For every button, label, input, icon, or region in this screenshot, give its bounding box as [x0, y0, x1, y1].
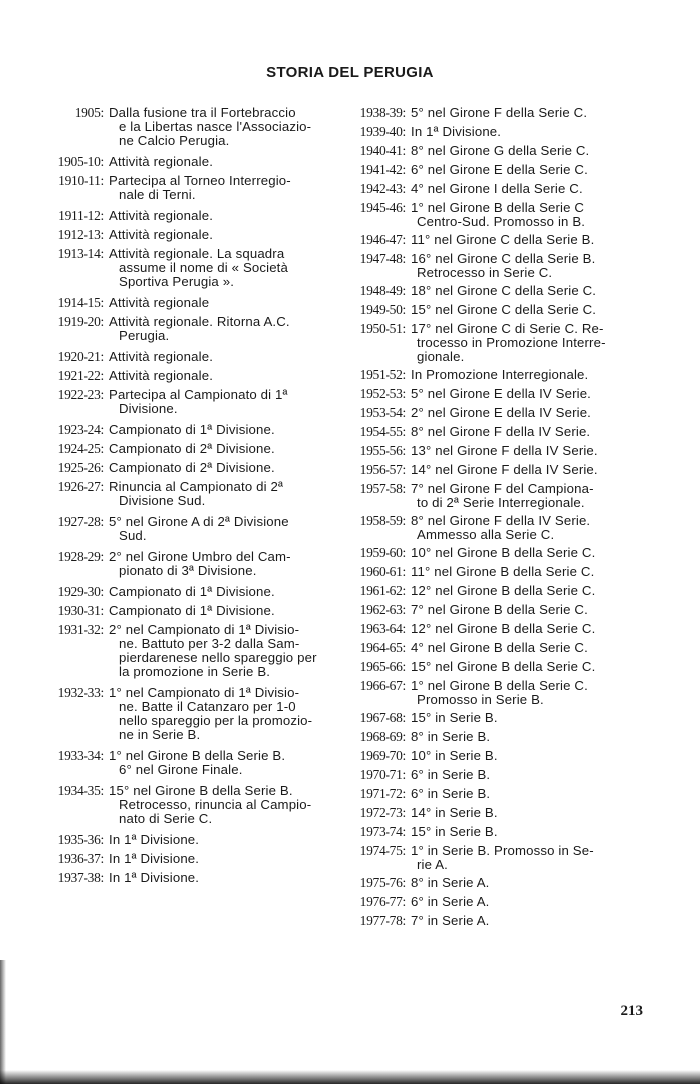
season-description	[406, 322, 652, 364]
season-entry	[40, 871, 340, 885]
description-line: la promozione in Serie B.	[119, 664, 271, 679]
description-line: 15° nel Girone C della Serie C.	[411, 302, 597, 317]
season-year: 1920-21:	[57, 349, 104, 364]
description-line: assume il nome di « Società	[119, 260, 288, 275]
description-line: rie A.	[417, 857, 448, 872]
season-description	[104, 480, 340, 508]
description-line: Divisione.	[119, 401, 178, 416]
description-line: pierdarenese nello spareggio per	[119, 650, 317, 665]
season-description	[104, 585, 340, 599]
description-line: Promosso in Serie B.	[417, 692, 544, 707]
season-entry	[40, 480, 340, 508]
season-entry	[40, 369, 340, 383]
description-line: Attività regionale. La squadra	[109, 246, 285, 261]
season-entry	[352, 444, 652, 458]
season-description	[406, 463, 652, 477]
season-description	[406, 603, 652, 617]
description-line: 8° nel Girone F della IV Serie.	[411, 424, 591, 439]
description-line: 8° in Serie B.	[411, 729, 491, 744]
season-entry	[352, 233, 652, 247]
season-entry	[352, 711, 652, 725]
season-entry	[352, 182, 652, 196]
season-entry	[40, 228, 340, 242]
season-description	[104, 388, 340, 416]
season-year: 1962-63:	[359, 602, 406, 617]
season-entry	[40, 585, 340, 599]
season-description	[406, 106, 652, 120]
season-year: 1965-66:	[359, 659, 406, 674]
description-line: Campionato di 2ª Divisione.	[109, 441, 275, 456]
season-description	[104, 350, 340, 364]
description-line: In 1ª Divisione.	[411, 124, 502, 139]
season-year: 1938-39:	[359, 105, 406, 120]
description-line: 6° in Serie B.	[411, 767, 491, 782]
description-line: Centro-Sud. Promosso in B.	[417, 214, 586, 229]
season-description	[406, 444, 652, 458]
season-description	[406, 284, 652, 298]
season-description	[406, 749, 652, 763]
season-year: 1964-65:	[359, 640, 406, 655]
season-entry	[40, 209, 340, 223]
season-description	[406, 233, 652, 247]
season-year: 1967-68:	[359, 710, 406, 725]
season-description	[406, 660, 652, 674]
season-year: 1925-26:	[57, 460, 104, 475]
season-entry	[40, 784, 340, 826]
description-line: Attività regionale.	[109, 154, 214, 169]
season-description	[104, 833, 340, 847]
description-line: Partecipa al Torneo Interregio-	[109, 173, 291, 188]
description-line: 17° nel Girone C di Serie C. Re-	[411, 321, 604, 336]
season-year: 1955-56:	[359, 443, 406, 458]
season-description	[406, 546, 652, 560]
description-line: Sud.	[119, 528, 147, 543]
season-year: 1926-27:	[57, 479, 104, 494]
season-description	[406, 825, 652, 839]
season-description	[104, 749, 340, 777]
description-line: 5° nel Girone E della IV Serie.	[411, 386, 591, 401]
description-line: 1° nel Campionato di 1ª Divisio-	[109, 685, 300, 700]
season-entry	[40, 442, 340, 456]
season-description	[104, 423, 340, 437]
season-year: 1921-22:	[57, 368, 104, 383]
season-year: 1941-42:	[359, 162, 406, 177]
description-line: 4° nel Girone I della Serie C.	[411, 181, 583, 196]
season-year: 1937-38:	[57, 870, 104, 885]
season-description	[406, 711, 652, 725]
season-year: 1910-11:	[58, 173, 104, 188]
season-entry	[40, 155, 340, 169]
description-line: 7° nel Girone B della Serie C.	[411, 602, 588, 617]
description-line: 1° nel Girone B della Serie C	[411, 200, 585, 215]
season-entry	[352, 322, 652, 364]
season-description	[406, 368, 652, 382]
season-year: 1963-64:	[359, 621, 406, 636]
season-description	[406, 768, 652, 782]
page-title: STORIA DEL PERUGIA	[266, 64, 434, 81]
season-description	[406, 787, 652, 801]
season-year: 1974-75:	[359, 843, 406, 858]
season-description	[104, 871, 340, 885]
season-description	[104, 174, 340, 202]
season-year: 1961-62:	[359, 583, 406, 598]
description-line: 16° nel Girone C della Serie B.	[411, 251, 596, 266]
description-line: 10° nel Girone B della Serie C.	[411, 545, 596, 560]
season-description	[406, 641, 652, 655]
season-description	[406, 514, 652, 542]
season-entry	[352, 895, 652, 909]
season-entry	[352, 641, 652, 655]
description-line: 11° nel Girone B della Serie C.	[411, 564, 595, 579]
description-line: 4° nel Girone B della Serie C.	[411, 640, 588, 655]
season-year: 1913-14:	[57, 246, 104, 261]
season-entry	[352, 876, 652, 890]
description-line: 7° in Serie A.	[411, 913, 490, 928]
season-year: 1942-43:	[359, 181, 406, 196]
season-year: 1950-51:	[359, 321, 406, 336]
description-line: Retrocesso, rinuncia al Campio-	[119, 797, 312, 812]
season-entry	[40, 833, 340, 847]
season-entry	[352, 144, 652, 158]
description-line: Sportiva Perugia ».	[119, 274, 235, 289]
description-line: 14° nel Girone F della IV Serie.	[411, 462, 598, 477]
season-description	[406, 182, 652, 196]
season-year: 1953-54:	[359, 405, 406, 420]
season-year: 1923-24:	[57, 422, 104, 437]
description-line: 13° nel Girone F della IV Serie.	[411, 443, 598, 458]
season-description	[104, 515, 340, 543]
description-line: Attività regionale. Ritorna A.C.	[109, 314, 290, 329]
season-entry	[40, 461, 340, 475]
season-year: 1939-40:	[359, 124, 406, 139]
description-line: Campionato di 1ª Divisione.	[109, 603, 275, 618]
season-description	[104, 296, 340, 310]
season-year: 1905-10:	[57, 154, 104, 169]
season-description	[406, 844, 652, 872]
season-description	[104, 550, 340, 578]
season-description	[406, 144, 652, 158]
season-year: 1934-35:	[57, 783, 104, 798]
description-line: 11° nel Girone C della Serie B.	[411, 232, 595, 247]
season-year: 1932-33:	[57, 685, 104, 700]
season-entry	[352, 252, 652, 280]
season-entry	[352, 584, 652, 598]
season-description	[104, 461, 340, 475]
season-description	[406, 387, 652, 401]
description-line: 2° nel Campionato di 1ª Divisio-	[109, 622, 300, 637]
description-line: In 1ª Divisione.	[109, 832, 200, 847]
season-entry	[352, 603, 652, 617]
description-line: Attività regionale.	[109, 227, 214, 242]
season-description	[104, 247, 340, 289]
season-year: 1940-41:	[359, 143, 406, 158]
season-entry	[352, 201, 652, 229]
season-description	[406, 125, 652, 139]
description-line: 18° nel Girone C della Serie C.	[411, 283, 597, 298]
season-description	[104, 369, 340, 383]
season-year: 1947-48:	[359, 251, 406, 266]
season-year: 1977-78:	[359, 913, 406, 928]
season-entry	[352, 106, 652, 120]
description-line: 8° nel Girone F della IV Serie.	[411, 513, 591, 528]
description-line: to di 2ª Serie Interregionale.	[417, 495, 585, 510]
season-entry	[40, 247, 340, 289]
description-line: 7° nel Girone F del Campiona-	[411, 481, 594, 496]
season-description	[406, 482, 652, 510]
season-description	[104, 852, 340, 866]
season-description	[104, 155, 340, 169]
page-number: 213	[620, 1003, 643, 1019]
season-year: 1959-60:	[359, 545, 406, 560]
season-description	[104, 784, 340, 826]
season-entry	[40, 686, 340, 742]
description-line: 12° nel Girone B della Serie C.	[411, 583, 596, 598]
description-line: 15° in Serie B.	[411, 824, 498, 839]
season-description	[104, 315, 340, 343]
season-year: 1948-49:	[359, 283, 406, 298]
season-year: 1972-73:	[359, 805, 406, 820]
season-description	[406, 584, 652, 598]
season-entry	[352, 730, 652, 744]
season-year: 1905:	[74, 105, 104, 120]
page-bottom-shadow	[0, 1070, 700, 1084]
season-entry	[352, 622, 652, 636]
season-year: 1966-67:	[359, 678, 406, 693]
season-entry	[352, 825, 652, 839]
season-entry	[352, 565, 652, 579]
description-line: 1° nel Girone B della Serie B.	[109, 748, 286, 763]
season-description	[406, 406, 652, 420]
description-line: 15° nel Girone B della Serie C.	[411, 659, 596, 674]
season-entry	[352, 768, 652, 782]
season-entry	[40, 550, 340, 578]
season-description	[406, 730, 652, 744]
season-description	[406, 895, 652, 909]
season-year: 1957-58:	[359, 481, 406, 496]
season-year: 1911-12:	[58, 208, 104, 223]
season-entry	[352, 749, 652, 763]
season-entry	[352, 125, 652, 139]
season-description	[406, 303, 652, 317]
season-description	[104, 604, 340, 618]
description-line: 6° nel Girone Finale.	[119, 762, 243, 777]
description-line: 2° nel Girone E della IV Serie.	[411, 405, 591, 420]
season-year: 1945-46:	[359, 200, 406, 215]
description-line: nello spareggio per la promozio-	[119, 713, 313, 728]
season-description	[406, 914, 652, 928]
season-description	[406, 622, 652, 636]
season-year: 1931-32:	[57, 622, 104, 637]
description-line: In Promozione Interregionale.	[411, 367, 589, 382]
season-entry	[40, 423, 340, 437]
season-description	[104, 209, 340, 223]
season-entry	[352, 284, 652, 298]
season-year: 1912-13:	[57, 227, 104, 242]
season-description	[406, 565, 652, 579]
description-line: 2° nel Girone Umbro del Cam-	[109, 549, 291, 564]
season-year: 1930-31:	[57, 603, 104, 618]
season-description	[406, 876, 652, 890]
season-year: 1919-20:	[57, 314, 104, 329]
season-entry	[352, 387, 652, 401]
description-line: In 1ª Divisione.	[109, 870, 200, 885]
season-entry	[352, 844, 652, 872]
description-line: Perugia.	[119, 328, 170, 343]
season-year: 1949-50:	[359, 302, 406, 317]
season-entry	[352, 368, 652, 382]
description-line: In 1ª Divisione.	[109, 851, 200, 866]
season-year: 1927-28:	[57, 514, 104, 529]
season-year: 1958-59:	[359, 513, 406, 528]
description-line: ne Calcio Perugia.	[119, 133, 230, 148]
description-line: Attività regionale.	[109, 368, 214, 383]
description-line: 5° nel Girone F della Serie C.	[411, 105, 588, 120]
season-entry	[40, 515, 340, 543]
season-entry	[352, 463, 652, 477]
description-line: 8° nel Girone G della Serie C.	[411, 143, 590, 158]
description-line: 6° nel Girone E della Serie C.	[411, 162, 588, 177]
season-entry	[352, 660, 652, 674]
season-description	[104, 442, 340, 456]
season-year: 1951-52:	[359, 367, 406, 382]
description-line: Partecipa al Campionato di 1ª	[109, 387, 288, 402]
right-column	[352, 106, 652, 933]
season-year: 1952-53:	[359, 386, 406, 401]
season-entry	[40, 749, 340, 777]
season-entry	[352, 679, 652, 707]
description-line: ne. Battuto per 3-2 dalla Sam-	[119, 636, 300, 651]
description-line: 6° in Serie B.	[411, 786, 491, 801]
description-line: Divisione Sud.	[119, 493, 206, 508]
season-year: 1946-47:	[359, 232, 406, 247]
season-entry	[352, 787, 652, 801]
season-entry	[40, 852, 340, 866]
description-line: Rinuncia al Campionato di 2ª	[109, 479, 284, 494]
description-line: 1° in Serie B. Promosso in Se-	[411, 843, 594, 858]
description-line: 6° in Serie A.	[411, 894, 490, 909]
season-entry	[352, 806, 652, 820]
season-entry	[40, 604, 340, 618]
season-entry	[40, 623, 340, 679]
description-line: Ammesso alla Serie C.	[417, 527, 555, 542]
description-line: 8° in Serie A.	[411, 875, 490, 890]
season-year: 1970-71:	[359, 767, 406, 782]
description-line: e la Libertas nasce l'Associazio-	[119, 119, 312, 134]
description-line: pionato di 3ª Divisione.	[119, 563, 257, 578]
season-entry	[40, 106, 340, 148]
description-line: 14° in Serie B.	[411, 805, 498, 820]
season-entry	[352, 163, 652, 177]
season-entry	[40, 388, 340, 416]
description-line: 1° nel Girone B della Serie C.	[411, 678, 588, 693]
description-line: 10° in Serie B.	[411, 748, 498, 763]
season-year: 1935-36:	[57, 832, 104, 847]
season-description	[406, 425, 652, 439]
left-column	[40, 106, 340, 890]
description-line: Dalla fusione tra il Fortebraccio	[109, 105, 296, 120]
season-entry	[352, 914, 652, 928]
description-line: 5° nel Girone A di 2ª Divisione	[109, 514, 289, 529]
description-line: 15° in Serie B.	[411, 710, 498, 725]
season-description	[406, 679, 652, 707]
description-line: nale di Terni.	[119, 187, 196, 202]
description-line: Attività regionale.	[109, 349, 214, 364]
description-line: gionale.	[417, 349, 465, 364]
season-entry	[352, 514, 652, 542]
description-line: 15° nel Girone B della Serie B.	[109, 783, 293, 798]
season-entry	[352, 406, 652, 420]
description-line: ne. Batte il Catanzaro per 1-0	[119, 699, 296, 714]
description-line: Attività regionale	[109, 295, 210, 310]
description-line: 12° nel Girone B della Serie C.	[411, 621, 596, 636]
season-year: 1971-72:	[359, 786, 406, 801]
season-description	[104, 686, 340, 742]
season-year: 1956-57:	[359, 462, 406, 477]
season-description	[406, 163, 652, 177]
season-entry	[352, 303, 652, 317]
season-entry	[40, 315, 340, 343]
season-description	[104, 623, 340, 679]
season-year: 1914-15:	[57, 295, 104, 310]
season-year: 1924-25:	[57, 441, 104, 456]
description-line: Retrocesso in Serie C.	[417, 265, 553, 280]
season-entry	[40, 350, 340, 364]
season-entry	[352, 482, 652, 510]
page-left-shadow	[0, 960, 6, 1084]
season-year: 1969-70:	[359, 748, 406, 763]
season-year: 1928-29:	[57, 549, 104, 564]
season-year: 1933-34:	[57, 748, 104, 763]
description-line: trocesso in Promozione Interre-	[417, 335, 606, 350]
season-entry	[40, 296, 340, 310]
season-year: 1929-30:	[57, 584, 104, 599]
season-entry	[352, 425, 652, 439]
season-description	[104, 106, 340, 148]
season-description	[406, 806, 652, 820]
season-entry	[352, 546, 652, 560]
season-description	[406, 201, 652, 229]
description-line: Campionato di 1ª Divisione.	[109, 584, 275, 599]
season-year: 1968-69:	[359, 729, 406, 744]
season-year: 1973-74:	[359, 824, 406, 839]
description-line: Campionato di 1ª Divisione.	[109, 422, 275, 437]
season-description	[104, 228, 340, 242]
season-entry	[40, 174, 340, 202]
description-line: Attività regionale.	[109, 208, 214, 223]
season-year: 1936-37:	[57, 851, 104, 866]
description-line: nato di Serie C.	[119, 811, 213, 826]
season-year: 1922-23:	[57, 387, 104, 402]
season-year: 1976-77:	[359, 894, 406, 909]
season-year: 1960-61:	[359, 564, 406, 579]
season-description	[406, 252, 652, 280]
description-line: ne in Serie B.	[119, 727, 201, 742]
season-year: 1975-76:	[359, 875, 406, 890]
description-line: Campionato di 2ª Divisione.	[109, 460, 275, 475]
season-year: 1954-55:	[359, 424, 406, 439]
